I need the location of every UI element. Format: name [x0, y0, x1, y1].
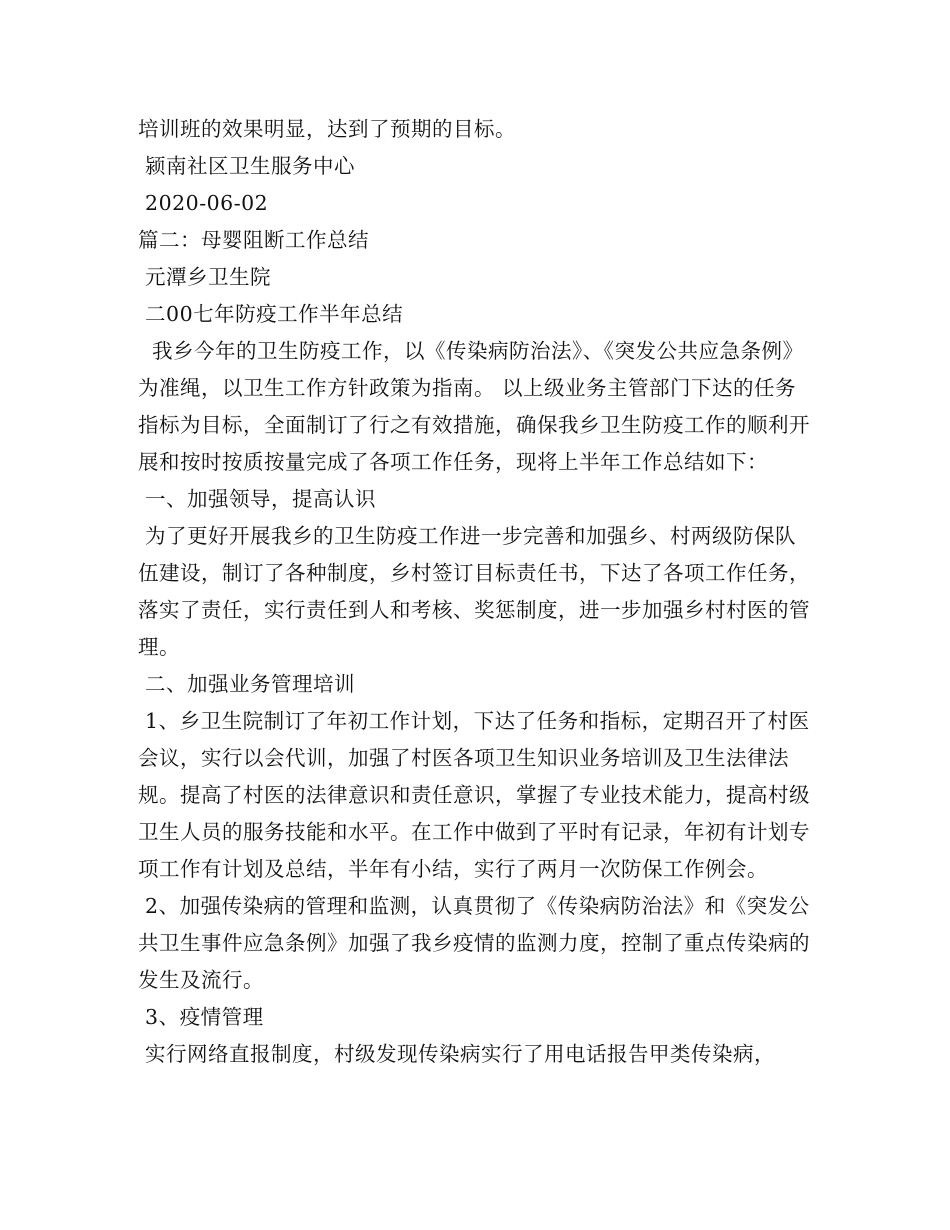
paragraph-introduction: 我乡今年的卫生防疫工作，以《传染病防治法》、《突发公共应急条例》为准绳，以卫生工作方针政策为指南。 以上级业务主管部门下达的任务指标为目标，全面制订了行之有效措施，确保我乡卫生防疫工作的顺利开展和按时按质按量完成了各项工作任务，现将上半年工作总结如下：: [138, 339, 810, 474]
paragraph-training-plan: 1、乡卫生院制订了年初工作计划，下达了任务和指标，定期召开了村医会议，实行以会代训，加强了村医各项卫生知识业务培训及卫生法律法规。提高了村医的法律意识和责任意识，掌握了专业技术能力，提高村级卫生人员的服务技能和水平。在工作中做到了平时有记录，年初有计划专项工作有计划及总结，半年有小结，实行了两月一次防保工作例会。: [138, 709, 810, 881]
section-heading-training: 二、加强业务管理培训: [138, 672, 356, 696]
paragraph-network-reporting: 实行网络直报制度，村级发现传染病实行了用电话报告甲类传染病，: [138, 1042, 776, 1066]
signature-date: 2020-06-02: [138, 191, 269, 215]
section-heading-part-two: 篇二：母婴阻断工作总结: [138, 228, 369, 252]
subheading-epidemic-management: 3、疫情管理: [138, 1005, 264, 1029]
section-heading-leadership: 一、加强领导，提高认识: [138, 487, 377, 511]
paragraph-leadership: 为了更好开展我乡的卫生防疫工作进一步完善和加强乡、村两级防保队伍建设，制订了各种制度，乡村签订目标责任书，下达了各项工作任务，落实了责任，实行责任到人和考核、奖惩制度，进一步加强乡村村医的管理。: [138, 524, 810, 659]
signature-organization: 颍南社区卫生服务中心: [138, 154, 356, 178]
document-body: [138, 111, 814, 1073]
report-title: 二00七年防疫工作半年总结: [138, 302, 404, 326]
paragraph-training-result: 培训班的效果明显，达到了预期的目标。: [138, 117, 516, 141]
author-organization: 元潭乡卫生院: [138, 265, 272, 289]
paragraph-disease-monitoring: 2、加强传染病的管理和监测，认真贯彻了《传染病防治法》和《突发公共卫生事件应急条例》加强了我乡疫情的监测力度，控制了重点传染病的发生及流行。: [138, 894, 810, 992]
